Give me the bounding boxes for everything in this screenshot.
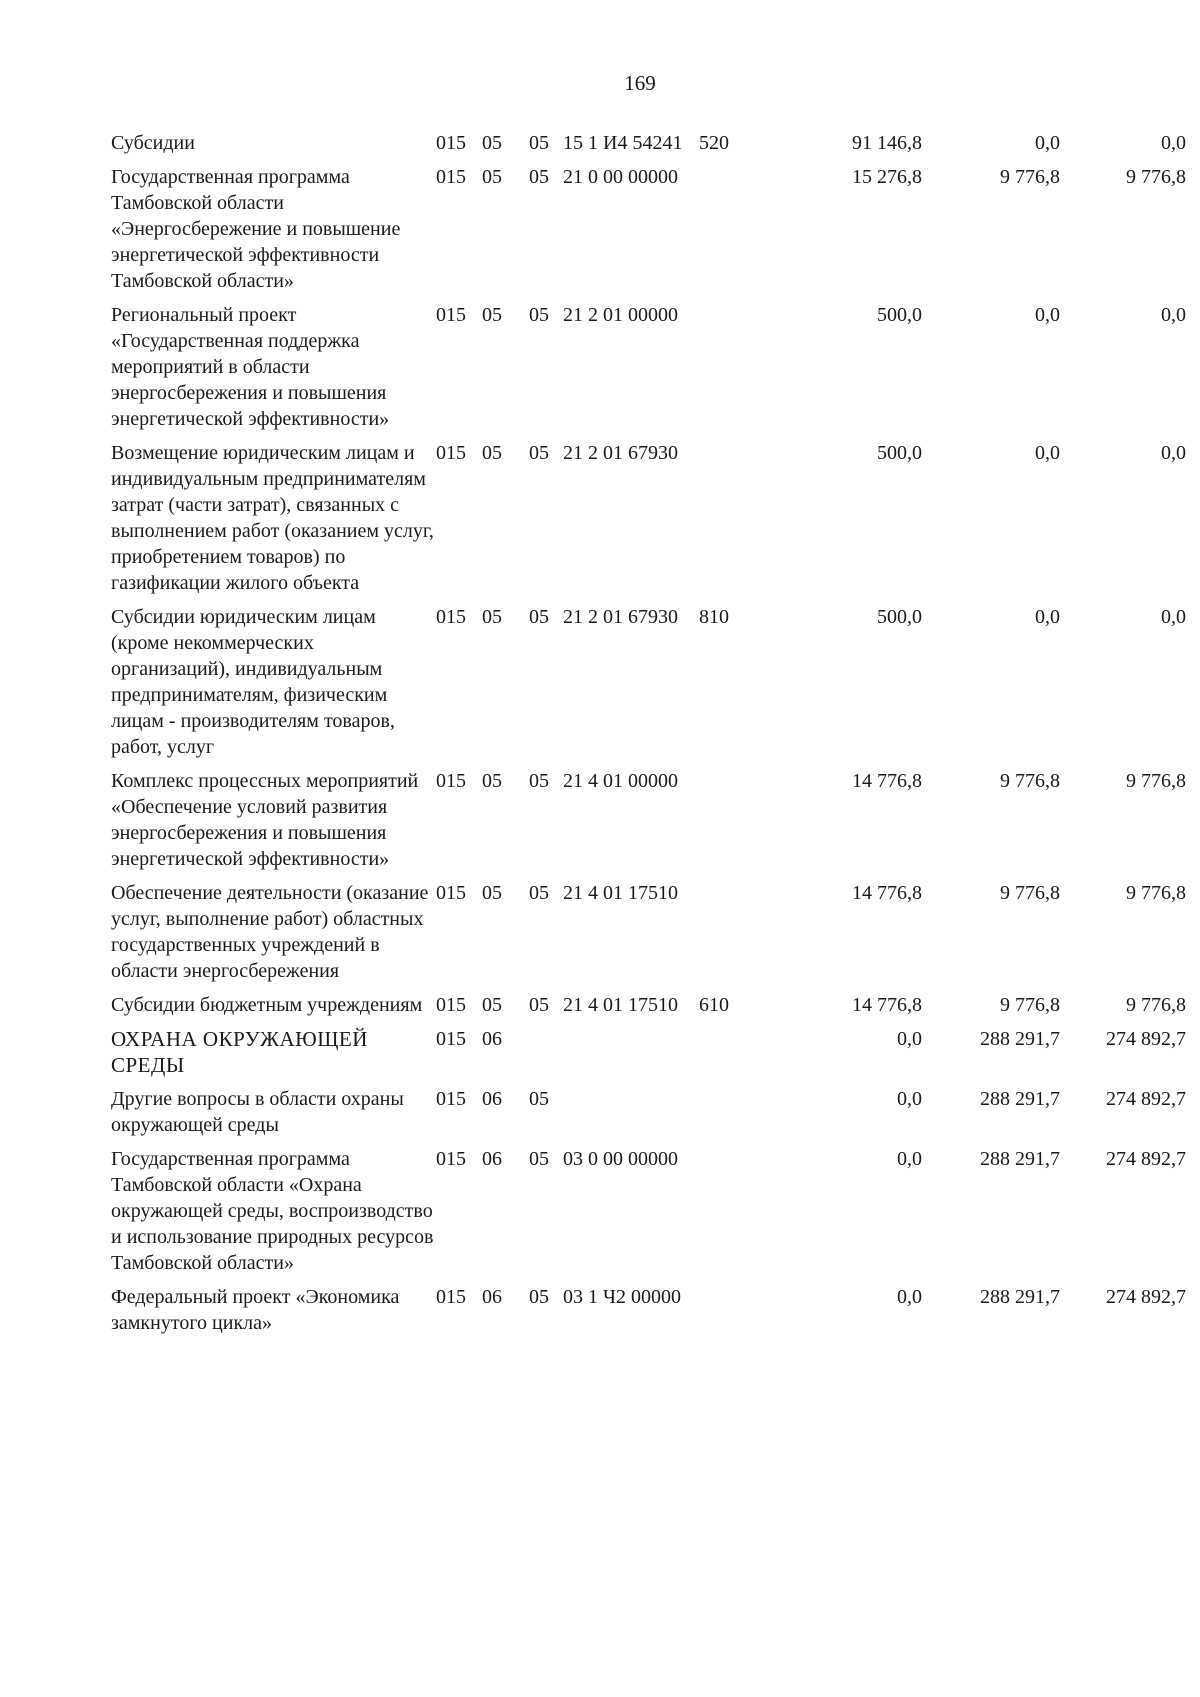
section-code: 06 [482,1148,502,1170]
expense-type-code [699,302,747,440]
table-row [111,880,1186,992]
subsection-code: 05 [529,994,549,1016]
expense-type-code [699,440,747,604]
expense-type-code [699,1086,747,1146]
item-name: Возмещение юридическим лицам и индивидуальным предпринимателям затрат (части затрат), связанных с выполнением работ (оказанием услуг, приобретением товаров) по газификации жилого объекта [111,442,434,594]
amount-year-2: 288 291,7 [980,1088,1060,1110]
expense-type-code [699,1026,747,1086]
subsection-code: 05 [529,304,549,326]
amount-year-3: 274 892,7 [1106,1028,1186,1050]
item-name: Государственная программа Тамбовской области «Охрана окружающей среды, воспроизводство и использование природных ресурсов Тамбовской области» [111,1148,434,1274]
section-code: 05 [482,304,502,326]
section-code: 05 [482,994,502,1016]
target-article-code: 03 0 00 00000 [563,1148,678,1170]
target-article-code [563,1086,699,1146]
subsection-code: 05 [529,1286,549,1308]
ministry-code: 015 [436,132,466,154]
subsection-code: 05 [529,606,549,628]
target-article-code: 21 2 01 67930 [563,442,678,464]
ministry-code: 015 [436,882,466,904]
subsection-code: 05 [529,1088,549,1110]
section-code: 05 [482,882,502,904]
amount-year-2: 288 291,7 [980,1286,1060,1308]
target-article-code [563,1026,699,1086]
amount-year-1: 0,0 [897,1148,922,1170]
item-name: Комплекс процессных мероприятий «Обеспечение условий развития энергосбережения и повышения энергетической эффективности» [111,770,419,870]
ministry-code: 015 [436,442,466,464]
section-code: 05 [482,166,502,188]
table-row [111,302,1186,440]
amount-year-3: 9 776,8 [1126,166,1186,188]
amount-year-1: 14 776,8 [852,882,922,904]
subsection-code [529,1026,563,1086]
expense-type-code: 520 [699,132,729,154]
amount-year-1: 500,0 [877,606,922,628]
amount-year-3: 9 776,8 [1126,882,1186,904]
subsection-code: 05 [529,770,549,792]
ministry-code: 015 [436,1088,466,1110]
amount-year-2: 0,0 [1035,442,1060,464]
item-name: Федеральный проект «Экономика замкнутого цикла» [111,1286,400,1334]
item-name: Региональный проект «Государственная поддержка мероприятий в области энергосбережения и повышения энергетической эффективности» [111,304,390,430]
table-row [111,1284,1186,1344]
amount-year-3: 9 776,8 [1126,770,1186,792]
table-row [111,1026,1186,1086]
item-name: Другие вопросы в области охраны окружающей среды [111,1088,404,1136]
amount-year-1: 0,0 [897,1028,922,1050]
amount-year-3: 9 776,8 [1126,994,1186,1016]
item-name: Государственная программа Тамбовской области «Энергосбережение и повышение энергетической эффективности Тамбовской области» [111,166,401,292]
target-article-code: 21 2 01 67930 [563,606,678,628]
item-name: Субсидии [111,132,195,154]
amount-year-2: 288 291,7 [980,1148,1060,1170]
amount-year-2: 0,0 [1035,304,1060,326]
table-row [111,768,1186,880]
expense-type-code: 610 [699,994,729,1016]
subsection-code: 05 [529,166,549,188]
table-row [111,992,1186,1026]
subsection-code: 05 [529,1148,549,1170]
target-article-code: 21 0 00 00000 [563,166,678,188]
item-name: ОХРАНА ОКРУЖАЮЩЕЙ СРЕДЫ [111,1027,368,1077]
expense-type-code [699,1146,747,1284]
section-code: 05 [482,606,502,628]
table-row [111,604,1186,768]
subsection-code: 05 [529,132,549,154]
target-article-code: 15 1 И4 54241 [563,132,683,154]
section-code: 05 [482,442,502,464]
item-name: Обеспечение деятельности (оказание услуг, выполнение работ) областных государственных учреждений в области энергосбережения [111,882,429,982]
budget-table-body [111,130,1186,1344]
item-name: Субсидии бюджетным учреждениям [111,994,423,1016]
amount-year-3: 0,0 [1161,132,1186,154]
amount-year-3: 0,0 [1161,606,1186,628]
amount-year-3: 0,0 [1161,304,1186,326]
amount-year-2: 0,0 [1035,132,1060,154]
amount-year-2: 9 776,8 [1000,166,1060,188]
ministry-code: 015 [436,166,466,188]
target-article-code: 21 4 01 17510 [563,882,678,904]
item-name: Субсидии юридическим лицам (кроме некоммерческих организаций), индивидуальным предпринимателям, физическим лицам - производителям товаров, работ, услуг [111,606,395,758]
amount-year-1: 14 776,8 [852,994,922,1016]
amount-year-1: 14 776,8 [852,770,922,792]
target-article-code: 21 4 01 17510 [563,994,678,1016]
ministry-code: 015 [436,1028,466,1050]
ministry-code: 015 [436,304,466,326]
target-article-code: 21 2 01 00000 [563,304,678,326]
subsection-code: 05 [529,442,549,464]
amount-year-2: 9 776,8 [1000,882,1060,904]
amount-year-1: 91 146,8 [852,132,922,154]
section-code: 06 [482,1028,502,1050]
amount-year-3: 274 892,7 [1106,1088,1186,1110]
amount-year-2: 9 776,8 [1000,994,1060,1016]
ministry-code: 015 [436,606,466,628]
ministry-code: 015 [436,1148,466,1170]
ministry-code: 015 [436,770,466,792]
ministry-code: 015 [436,1286,466,1308]
target-article-code: 21 4 01 00000 [563,770,678,792]
ministry-code: 015 [436,994,466,1016]
amount-year-2: 9 776,8 [1000,770,1060,792]
amount-year-1: 500,0 [877,442,922,464]
expense-type-code [699,1284,747,1344]
section-code: 05 [482,132,502,154]
amount-year-1: 500,0 [877,304,922,326]
amount-year-3: 274 892,7 [1106,1148,1186,1170]
table-row [111,1086,1186,1146]
section-code: 06 [482,1088,502,1110]
budget-table [111,130,1186,1344]
amount-year-1: 0,0 [897,1088,922,1110]
amount-year-2: 0,0 [1035,606,1060,628]
subsection-code: 05 [529,882,549,904]
table-row [111,164,1186,302]
expense-type-code [699,768,747,880]
page-number: 169 [624,71,656,95]
expense-type-code [699,164,747,302]
expense-type-code [699,880,747,992]
amount-year-1: 0,0 [897,1286,922,1308]
expense-type-code: 810 [699,606,729,628]
section-code: 05 [482,770,502,792]
amount-year-3: 274 892,7 [1106,1286,1186,1308]
table-row [111,1146,1186,1284]
amount-year-3: 0,0 [1161,442,1186,464]
amount-year-1: 15 276,8 [852,166,922,188]
section-code: 06 [482,1286,502,1308]
target-article-code: 03 1 Ч2 00000 [563,1286,681,1308]
table-row [111,440,1186,604]
amount-year-2: 288 291,7 [980,1028,1060,1050]
table-row [111,130,1186,164]
